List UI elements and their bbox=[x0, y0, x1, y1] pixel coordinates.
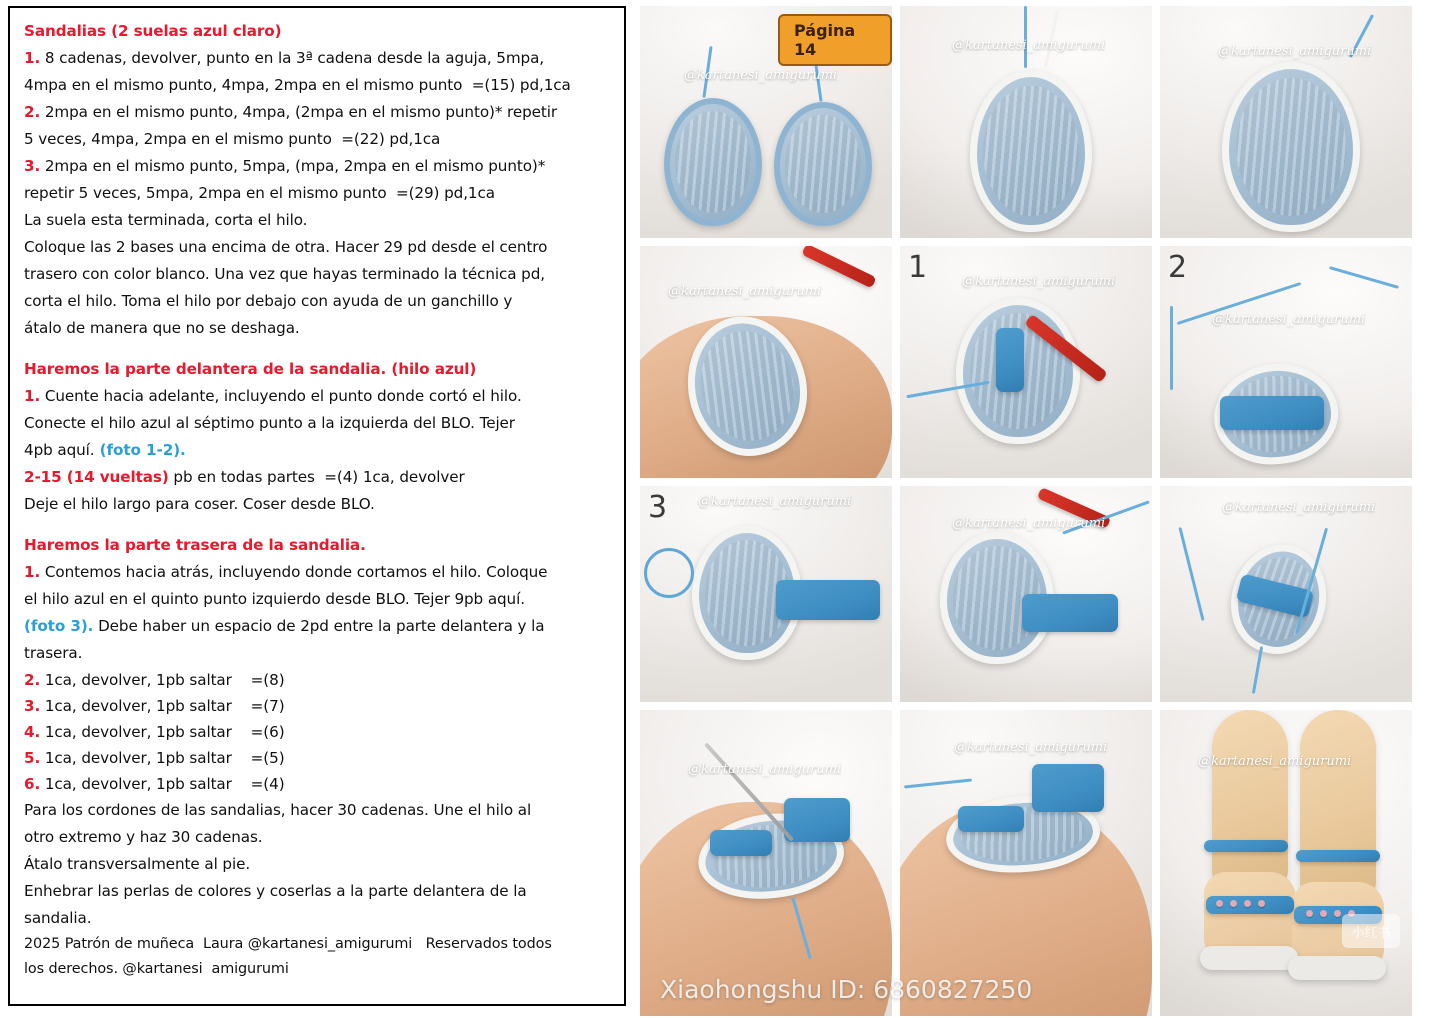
watermark: @kartanesi_amigurumi bbox=[1222, 500, 1376, 515]
step-text: 8 cadenas, devolver, punto en la 3ª cadena desde la aguja, 5mpa, bbox=[40, 49, 545, 67]
step-text: trasero con color blanco. Una vez que hayas terminado la técnica pd, bbox=[24, 265, 545, 283]
step-text: 4mpa en el mismo punto, 4mpa, 2mpa en el mismo punto =(15) pd,1ca bbox=[24, 76, 571, 94]
back-strap bbox=[784, 798, 850, 842]
photo-grid bbox=[640, 6, 1432, 1008]
section-title-sandalias: Sandalias (2 suelas azul claro) bbox=[24, 22, 282, 40]
step-number-label: 3 bbox=[648, 490, 668, 525]
step-text: 1ca, devolver, 1pb saltar =(6) bbox=[40, 723, 285, 741]
step-text: Contemos hacia atrás, incluyendo donde cortamos el hilo. Coloque bbox=[40, 563, 548, 581]
doll-leg bbox=[1300, 710, 1376, 900]
step-number: 3. bbox=[24, 157, 41, 175]
step-text: átalo de manera que no se deshaga. bbox=[24, 319, 300, 337]
step-text: 1ca, devolver, 1pb saltar =(8) bbox=[40, 671, 285, 689]
photo-4[interactable] bbox=[640, 246, 892, 478]
doll-leg bbox=[1212, 710, 1288, 888]
instruction-line bbox=[24, 640, 612, 667]
instruction-line bbox=[24, 180, 612, 207]
step-text: 2mpa en el mismo punto, 4mpa, (2mpa en el mismo punto)* repetir bbox=[40, 103, 558, 121]
step-number: 4. bbox=[24, 723, 41, 741]
step-text: otro extremo y haz 30 cadenas. bbox=[24, 828, 263, 846]
copyright-line-2: los derechos. @kartanesi amigurumi bbox=[24, 961, 289, 977]
bead bbox=[1320, 910, 1327, 917]
instruction-line bbox=[24, 234, 612, 261]
instruction-line bbox=[24, 559, 612, 586]
yarn-tail bbox=[1024, 6, 1027, 68]
step-text: Enhebrar las perlas de colores y coserlas a la parte delantera de la bbox=[24, 882, 527, 900]
instruction-line bbox=[24, 464, 612, 491]
instruction-line bbox=[24, 693, 612, 719]
instruction-line bbox=[24, 771, 612, 797]
photo-7[interactable] bbox=[640, 486, 892, 702]
photo-5[interactable] bbox=[900, 246, 1152, 478]
section-title-trasera: Haremos la parte trasera de la sandalia. bbox=[24, 536, 366, 554]
step-number-label: 2 bbox=[1168, 250, 1188, 285]
page-badge: Página 14 bbox=[778, 14, 892, 66]
step-text: Debe haber un espacio de 2pd entre la parte delantera y la bbox=[93, 617, 545, 635]
step-text: Conecte el hilo azul al séptimo punto a la izquierda del BLO. Tejer bbox=[24, 414, 515, 432]
stitch-texture bbox=[1236, 78, 1345, 215]
watermark: @kartanesi_amigurumi bbox=[1198, 754, 1352, 769]
instruction-line bbox=[24, 851, 612, 878]
step-text: 1ca, devolver, 1pb saltar =(5) bbox=[40, 749, 285, 767]
instruction-line bbox=[24, 315, 612, 342]
instruction-line bbox=[24, 797, 612, 824]
paragraph-spacer bbox=[24, 342, 612, 356]
stitch-texture bbox=[785, 115, 861, 214]
instruction-line bbox=[24, 410, 612, 437]
ankle-cord bbox=[1204, 840, 1288, 852]
instruction-line bbox=[24, 491, 612, 518]
step-text: pb en todas partes =(4) 1ca, devolver bbox=[168, 468, 465, 486]
stitch-texture bbox=[983, 86, 1078, 216]
watermark: @kartanesi_amigurumi bbox=[688, 762, 842, 777]
watermark: @kartanesi_amigurumi bbox=[668, 284, 822, 299]
instruction-line bbox=[24, 905, 612, 932]
step-number: 2. bbox=[24, 103, 41, 121]
step-number: 1. bbox=[24, 49, 41, 67]
sole-shape bbox=[970, 70, 1092, 232]
bead bbox=[1306, 910, 1313, 917]
sandal-sole bbox=[1200, 946, 1298, 970]
ankle-cord bbox=[1296, 850, 1380, 862]
step-text: 5 veces, 4mpa, 2mpa en el mismo punto =(22) pd,1ca bbox=[24, 130, 441, 148]
yarn-tail bbox=[1170, 306, 1173, 390]
doll-foot bbox=[1204, 872, 1296, 956]
photo-10[interactable] bbox=[640, 710, 892, 1016]
step-text: Para los cordones de las sandalias, hacer 30 cadenas. Une el hilo al bbox=[24, 801, 532, 819]
watermark: @kartanesi_amigurumi bbox=[684, 68, 838, 83]
watermark: @kartanesi_amigurumi bbox=[698, 494, 852, 509]
step-number: 6. bbox=[24, 775, 41, 793]
instruction-line bbox=[24, 45, 612, 72]
photo-12[interactable] bbox=[1160, 710, 1412, 1016]
photo-reference: (foto 3). bbox=[24, 617, 94, 635]
step-text: el hilo azul en el quinto punto izquierdo desde BLO. Tejer 9pb aquí. bbox=[24, 590, 525, 608]
watermark: @kartanesi_amigurumi bbox=[1212, 312, 1366, 327]
step-text: 1ca, devolver, 1pb saltar =(7) bbox=[40, 697, 285, 715]
sole-shape bbox=[774, 102, 872, 226]
instruction-line bbox=[24, 745, 612, 771]
instruction-line bbox=[24, 667, 612, 693]
step-number: 5. bbox=[24, 749, 41, 767]
bead bbox=[1230, 900, 1237, 907]
front-strap bbox=[958, 806, 1024, 832]
instructions-panel bbox=[8, 6, 626, 1006]
instruction-line bbox=[24, 207, 612, 234]
photo-1[interactable] bbox=[640, 6, 892, 238]
front-strap bbox=[710, 830, 772, 856]
watermark: @kartanesi_amigurumi bbox=[962, 274, 1116, 289]
paragraph-spacer bbox=[24, 518, 612, 532]
watermark: @kartanesi_amigurumi bbox=[1218, 44, 1372, 59]
copyright-line-1: 2025 Patrón de muñeca Laura @kartanesi_amigurumi Reservados todos bbox=[24, 936, 552, 952]
step-text: 2mpa en el mismo punto, 5mpa, (mpa, 2mpa en el mismo punto)* bbox=[40, 157, 546, 175]
step-text: trasera. bbox=[24, 644, 83, 662]
step-number: 2. bbox=[24, 671, 41, 689]
photo-9[interactable] bbox=[1160, 486, 1412, 702]
watermark: @kartanesi_amigurumi bbox=[952, 516, 1106, 531]
step-text: La suela esta terminada, corta el hilo. bbox=[24, 211, 308, 229]
section-title-delantera: Haremos la parte delantera de la sandalia. (hilo azul) bbox=[24, 360, 477, 378]
instruction-line bbox=[24, 719, 612, 745]
front-strap bbox=[1220, 396, 1324, 430]
bottom-watermark: Xiaohongshu ID: 6860827250 bbox=[660, 975, 1033, 1004]
instruction-line bbox=[24, 288, 612, 315]
instruction-line bbox=[24, 586, 612, 613]
back-strap bbox=[1032, 764, 1104, 812]
sole-shape bbox=[1222, 62, 1360, 232]
watermark: @kartanesi_amigurumi bbox=[952, 38, 1106, 53]
back-strap bbox=[1022, 594, 1118, 632]
bead bbox=[1216, 900, 1223, 907]
step-number: 2-15 (14 vueltas) bbox=[24, 468, 169, 486]
instruction-line bbox=[24, 72, 612, 99]
front-strap bbox=[996, 328, 1024, 392]
yarn-loop bbox=[644, 548, 694, 598]
instruction-line bbox=[24, 824, 612, 851]
step-text: Deje el hilo largo para coser. Coser desde BLO. bbox=[24, 495, 375, 513]
step-text: repetir 5 veces, 5mpa, 2mpa en el mismo punto =(29) pd,1ca bbox=[24, 184, 495, 202]
step-text: sandalia. bbox=[24, 909, 92, 927]
bead bbox=[1334, 910, 1341, 917]
watermark: @kartanesi_amigurumi bbox=[954, 740, 1108, 755]
instruction-line bbox=[24, 126, 612, 153]
step-text: Coloque las 2 bases una encima de otra. Hacer 29 pd desde el centro bbox=[24, 238, 548, 256]
instruction-line bbox=[24, 383, 612, 410]
instruction-line bbox=[24, 153, 612, 180]
photo-3[interactable] bbox=[1160, 6, 1412, 238]
instruction-line bbox=[24, 437, 612, 464]
step-text: Cuente hacia adelante, incluyendo el punto donde cortó el hilo. bbox=[40, 387, 522, 405]
photo-6[interactable] bbox=[1160, 246, 1412, 478]
bead bbox=[1258, 900, 1265, 907]
back-strap bbox=[776, 580, 880, 620]
bead bbox=[1244, 900, 1251, 907]
instruction-line bbox=[24, 878, 612, 905]
instruction-line bbox=[24, 261, 612, 288]
sole-shape bbox=[664, 98, 762, 226]
step-text: corta el hilo. Toma el hilo por debajo con ayuda de un ganchillo y bbox=[24, 292, 513, 310]
photo-reference: (foto 1-2). bbox=[94, 441, 186, 459]
step-number-label: 1 bbox=[908, 250, 928, 285]
stitch-texture bbox=[691, 322, 804, 450]
instruction-line bbox=[24, 613, 612, 640]
step-number: 3. bbox=[24, 697, 41, 715]
step-number: 1. bbox=[24, 563, 41, 581]
photo-8[interactable] bbox=[900, 486, 1152, 702]
photo-11[interactable] bbox=[900, 710, 1152, 1016]
step-number: 1. bbox=[24, 387, 41, 405]
stitch-texture bbox=[675, 111, 751, 213]
instruction-line bbox=[24, 99, 612, 126]
step-text: 4pb aquí. bbox=[24, 441, 95, 459]
xiaohongshu-logo-icon: 小红书 bbox=[1342, 914, 1400, 948]
sandal-sole bbox=[1288, 956, 1386, 980]
photo-2[interactable] bbox=[900, 6, 1152, 238]
step-text: 1ca, devolver, 1pb saltar =(4) bbox=[40, 775, 285, 793]
step-text: Átalo transversalmente al pie. bbox=[24, 855, 251, 873]
